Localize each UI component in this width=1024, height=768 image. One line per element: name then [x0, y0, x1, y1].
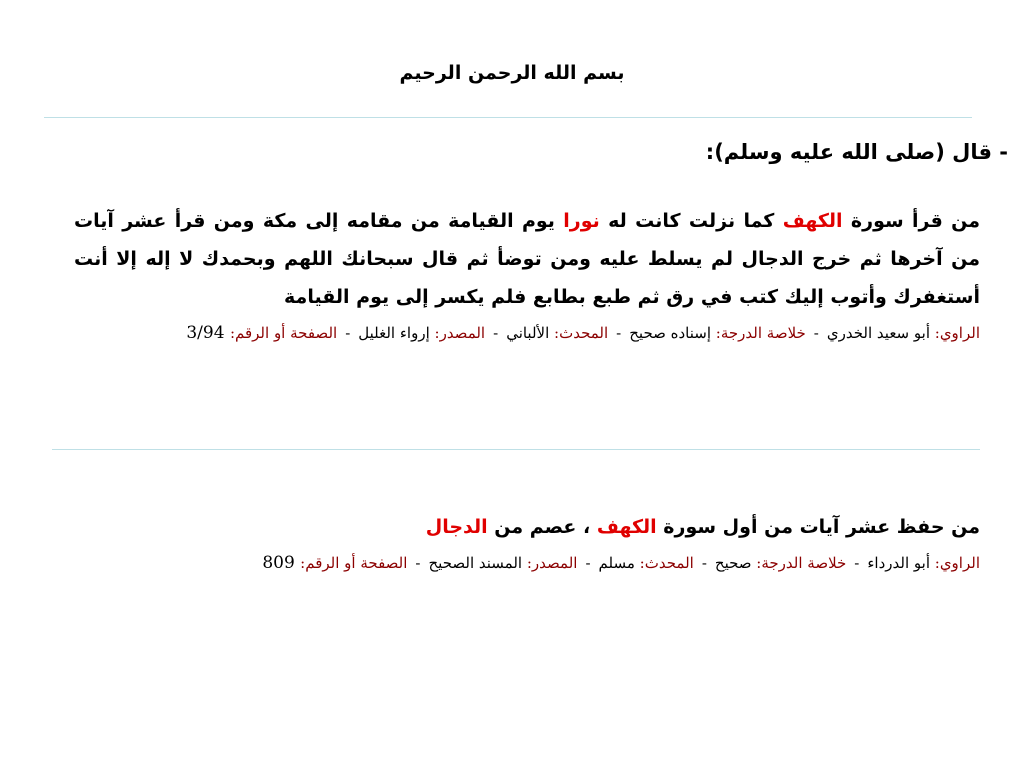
hadith-2-text [74, 508, 980, 546]
hadith-2-text-part: ، عصم من [487, 516, 597, 538]
separator: - [493, 324, 499, 342]
source-label: المصدر: [526, 554, 578, 572]
narrator-label: الراوي: [934, 554, 980, 572]
separator: - [854, 554, 860, 572]
grade-value: صحيح [714, 554, 757, 572]
separator: - [345, 324, 351, 342]
grade-label: خلاصة الدرجة: [715, 324, 806, 342]
middle-divider [52, 449, 980, 450]
source-value: المسند الصحيح [428, 554, 527, 572]
separator: - [585, 554, 591, 572]
source-value: إرواء الغليل [358, 324, 435, 342]
page-label: الصفحة أو الرقم: [229, 324, 338, 342]
separator: - [701, 554, 707, 572]
hadith-2-text-part: من حفظ عشر آيات من أول سورة [656, 516, 980, 538]
keyword-dajjal: الدجال [425, 516, 488, 538]
hadith-2-attribution [74, 546, 980, 581]
scholar-label: المحدث: [639, 554, 694, 572]
hadith-1 [74, 202, 980, 351]
page-label: الصفحة أو الرقم: [300, 554, 408, 572]
hadith-1-text-part: كما نزلت كانت له [599, 210, 783, 232]
narrator-label: الراوي: [934, 324, 980, 342]
top-divider [44, 117, 972, 118]
narrator-value: أبو الدرداء [867, 554, 935, 572]
keyword-kahf: الكهف [596, 516, 657, 538]
hadith-1-attribution [74, 316, 980, 351]
separator: - [813, 324, 819, 342]
basmala-heading: بسم الله الرحمن الرحيم [399, 62, 625, 84]
separator: - [415, 554, 421, 572]
hadith-2 [74, 508, 980, 581]
scholar-label: المحدث: [554, 324, 609, 342]
grade-value: إسناده صحيح [629, 324, 716, 342]
page-value: 3/94 [186, 323, 230, 343]
scholar-value: مسلم [598, 554, 640, 572]
hadith-1-text-part: يوم القيامة من مقامه إلى مكة ومن قرأ عشر آيات من آخرها ثم خرج الدجال لم يسلط عليه ومن توضأ ثم قال سبحانك اللهم وبحمدك لا إله إلا أنت أستغفرك وأتوب إليك كتب في رق ثم طبع بطابع فلم يكسر إلى يوم القيامة [74, 210, 980, 308]
hadith-1-text-part: من قرأ سورة [842, 210, 980, 232]
grade-label: خلاصة الدرجة: [756, 554, 847, 572]
intro-heading: - قال (صلى الله عليه وسلم): [705, 140, 1008, 164]
scholar-value: الألباني [506, 324, 555, 342]
page-value: 809 [262, 553, 301, 573]
separator: - [616, 324, 622, 342]
source-label: المصدر: [434, 324, 486, 342]
hadith-1-text [74, 202, 980, 316]
keyword-noor: نورا [563, 210, 600, 232]
keyword-kahf: الكهف [782, 210, 843, 232]
narrator-value: أبو سعيد الخدري [826, 324, 935, 342]
